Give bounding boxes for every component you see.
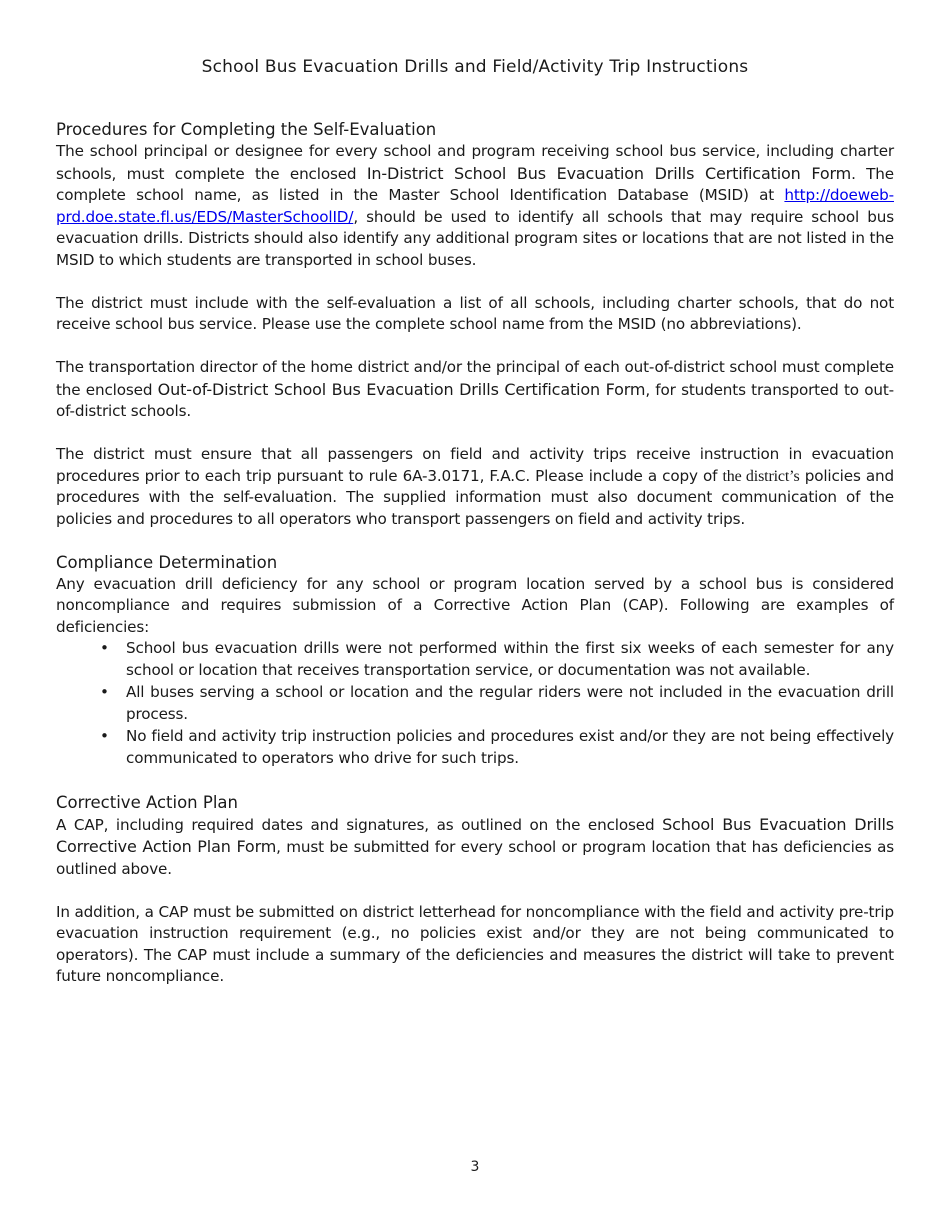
list-item-text: All buses serving a school or location and the regular riders were not included in the evacuation drill process. bbox=[126, 683, 894, 723]
cap-p1-text-b: , must be submitted for every school or program location that has deficiencies as outlined above. bbox=[56, 838, 894, 878]
paragraph-spacer bbox=[56, 423, 894, 445]
out-of-district-form-name: Out-of-District School Bus Evacuation Drills Certification Form bbox=[157, 379, 646, 399]
bullet-icon: • bbox=[100, 639, 109, 657]
deficiency-list bbox=[56, 638, 894, 769]
cap-p1-text-a: A CAP, including required dates and signatures, as outlined on the enclosed bbox=[56, 815, 663, 834]
in-district-form-name: In-District School Bus Evacuation Drills Certification Form bbox=[366, 163, 852, 183]
document-body bbox=[56, 119, 894, 988]
procedures-paragraph-1 bbox=[56, 141, 894, 271]
compliance-heading: Compliance Determination bbox=[56, 552, 278, 572]
procedures-paragraph-3 bbox=[56, 357, 894, 423]
procedures-paragraph-4 bbox=[56, 444, 894, 530]
compliance-intro: Any evacuation drill deficiency for any school or program location served by a school bus is considered noncompliance and requires submission of a Corrective Action Plan (CAP). Following are examples of deficiencies: bbox=[56, 574, 894, 636]
msid-link[interactable]: http://doeweb-prd.doe.state.fl.us/EDS/MasterSchoolID/ bbox=[56, 186, 894, 226]
list-item-text: School bus evacuation drills were not performed within the first six weeks of each semester for any school or location that receives transportation service, or documentation was not available. bbox=[126, 639, 894, 679]
procedures-p1-text-b: . The complete school name, as listed in the Master School Identification Database (MSID) at bbox=[56, 164, 894, 204]
bullet-icon: • bbox=[100, 683, 109, 701]
document-page bbox=[56, 0, 894, 1230]
cap-heading: Corrective Action Plan bbox=[56, 792, 238, 812]
cap-paragraph-2: In addition, a CAP must be submitted on district letterhead for noncompliance with the field and activity pre-trip evacuation instruction requirement (e.g., no policies exist and/or they are not being communicated to operators). The CAP must include a summary of the deficiencies and measures the district will take to prevent future noncompliance. bbox=[56, 902, 894, 985]
cap-form-name: School Bus Evacuation Drills Corrective Action Plan Form bbox=[56, 814, 894, 856]
paragraph-spacer bbox=[56, 271, 894, 293]
procedures-p3-text-b: , for students transported to out-of-district schools. bbox=[56, 380, 895, 420]
procedures-paragraph-2: The district must include with the self-evaluation a list of all schools, including charter schools, that do not receive school bus service. Please use the complete school name from the MSID (no abbreviations). bbox=[56, 293, 894, 333]
procedures-p4-text-b: policies and procedures with the self-evaluation. The supplied information must also document communication of the policies and procedures to all operators who transport passengers on field and activity trips. bbox=[56, 466, 894, 528]
paragraph-spacer bbox=[56, 880, 894, 902]
paragraph-spacer bbox=[56, 770, 894, 792]
paragraph-spacer bbox=[56, 530, 894, 552]
procedures-p1-text-a: The school principal or designee for every school and program receiving school bus service, including charter schools, must complete the enclosed bbox=[56, 142, 894, 183]
list-item-text: No field and activity trip instruction policies and procedures exist and/or they are not being effectively communicated to operators who drive for such trips. bbox=[126, 727, 894, 767]
page-number: 3 bbox=[470, 1159, 480, 1175]
cap-paragraph-1 bbox=[56, 814, 894, 881]
procedures-p4-serif-text: the district’s bbox=[722, 467, 800, 485]
procedures-p4-text-a: The district must ensure that all passengers on field and activity trips receive instruction in evacuation procedures prior to each trip pursuant to rule 6A-3.0171, F.A.C. Please include a copy of bbox=[56, 445, 894, 485]
procedures-p3-text-a: The transportation director of the home district and/or the principal of each out-of-district school must complete the enclosed bbox=[56, 358, 894, 399]
list-item bbox=[100, 726, 894, 769]
document-title: School Bus Evacuation Drills and Field/Activity Trip Instructions bbox=[201, 57, 749, 77]
list-item bbox=[100, 638, 894, 681]
bullet-icon: • bbox=[100, 727, 109, 745]
list-item bbox=[100, 682, 894, 725]
procedures-p1-text-c: , should be used to identify all schools that may require school bus evacuation drills. Districts should also identify any additional program sites or locations that are not listed in the MSID to which students are transported in school buses. bbox=[56, 207, 894, 269]
procedures-heading: Procedures for Completing the Self-Evaluation bbox=[56, 120, 437, 139]
paragraph-spacer bbox=[56, 336, 894, 358]
